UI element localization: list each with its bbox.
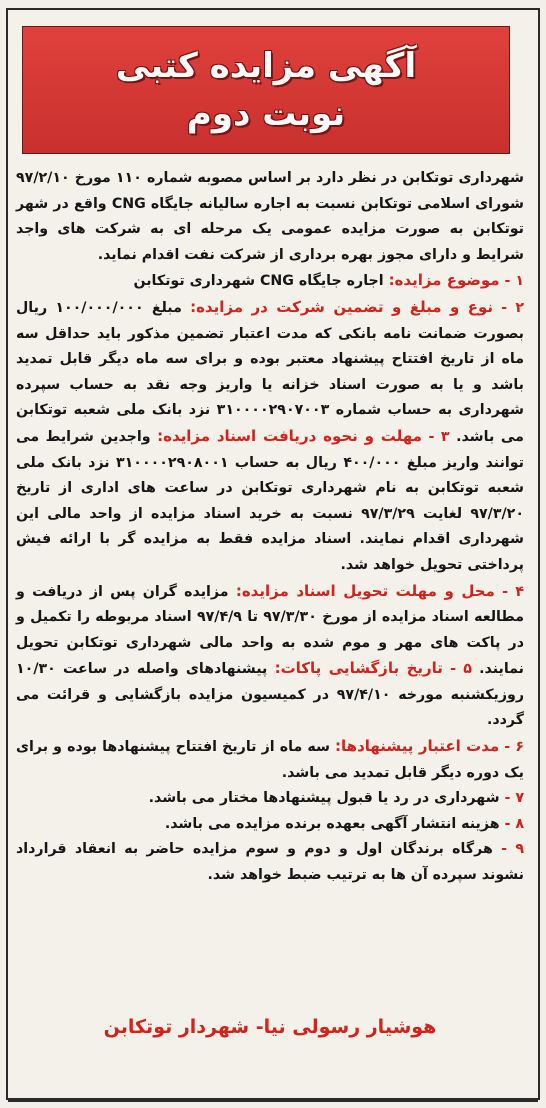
item-heading: محل و مهلت تحویل اسناد مزایده: [235, 581, 495, 600]
item-number: ۴ - [502, 583, 524, 600]
bottom-divider [8, 1100, 538, 1102]
item-2 [16, 295, 524, 579]
item-text: شهرداری در رد یا قبول پیشنهادها مختار می باشد. [148, 790, 500, 807]
signature: هوشیار رسولی نیا- شهردار توتکابن [103, 1016, 437, 1038]
item-number: ۸ - [504, 815, 524, 832]
item-number: ۳ - [428, 428, 450, 445]
item-text: هرگاه برندگان اول و دوم و سوم مزایده حاضر به انعقاد قرارداد نشوند سپرده آن ها به ترتیب ضبط خواهد شد. [16, 841, 524, 884]
item-text: مبلغ ۱۰۰/۰۰۰/۰۰۰ ریال بصورت ضمانت نامه بانکی که مدت اعتبار تضمین مذکور باید حداقل سه ماه از تاریخ افتتاح پیشنهاد معتبر بوده و برای سه ماه دیگر قابل تمدید باشد و یا به صورت اسناد خزانه یا واریز وجه نقد به حساب سپرده شهرداری به حساب شماره ۳۱۰۰۰۰۲۹۰۷۰۰۳ نزد بانک ملی شعبه توتکابن می باشد. [16, 299, 524, 445]
item-8 [16, 812, 524, 838]
item-heading: مهلت و نحوه دریافت اسناد مزایده: [157, 426, 422, 445]
item-4 [16, 579, 524, 735]
item-number: ۲ - [501, 299, 524, 316]
notice-body [16, 166, 524, 889]
item-heading: موضوع مزایده: [388, 271, 500, 290]
item-1 [16, 268, 524, 295]
item-7 [16, 786, 524, 812]
item-text: اجاره جایگاه CNG شهرداری توتکابن [133, 273, 384, 290]
item-9 [16, 837, 524, 888]
notice-title: آگهی مزایده کتبی [115, 46, 417, 86]
item-heading: مدت اعتبار پیشنهادها: [335, 737, 500, 756]
item-heading: تاریخ بازگشایی پاکات: [274, 659, 443, 678]
item-heading: نوع و مبلغ و تضمین شرکت در مزایده: [190, 297, 494, 316]
item-number: ۱ - [504, 273, 524, 290]
item-text: مزایده گران پس از دریافت و مطالعه اسناد مزایده از مورخ ۹۷/۳/۳۰ تا ۹۷/۴/۹ اسناد مربوطه را تکمیل و در پاکت های مهر و موم شده به واحد مالی شهرداری توتکابن تحویل نمایند. [16, 583, 524, 678]
item-text: سه ماه از تاریخ افتتاح پیشنهادها بوده و برای یک دوره دیگر قابل تمدید می باشد. [16, 739, 524, 781]
notice-banner [22, 26, 510, 154]
item-text: پیشنهادهای واصله در ساعت ۱۰/۳۰ روزیکشنبه مورخه ۹۷/۴/۱۰ در کمیسیون مزایده بازگشایی و قرائت می گردد. [16, 661, 524, 729]
item-number: ۵ - [450, 661, 472, 678]
item-number: ۹ - [501, 841, 524, 858]
notice-subtitle: نوبت دوم [186, 94, 346, 134]
item-6 [16, 734, 524, 786]
item-text: هزینه انتشار آگهی بعهده برنده مزایده می باشد. [164, 815, 500, 832]
item-text: واجدین شرایط می توانند واریز مبلغ ۴۰۰/۰۰۰ ریال به حساب ۳۱۰۰۰۰۲۹۰۸۰۰۱ نزد بانک ملی شعبه توتکابن به نام شهرداری توتکابن در ساعت های اداری از تاریخ ۹۷/۳/۲۰ لغایت ۹۷/۳/۲۹ نسبت به خرید اسناد مزایده از واحد مالی این شهرداری اقدام نمایند. اسناد مزایده فقط به مزایده گر با ارائه فیش پرداختی تحویل خواهد شد. [16, 428, 525, 573]
intro-paragraph: شهرداری توتکابن در نظر دارد بر اساس مصوبه شماره ۱۱۰ مورخ ۹۷/۲/۱۰ شورای اسلامی توتکابن نسبت به اجاره سالیانه جایگاه CNG واقع در شهر توتکابن به صورت مزایده عمومی یک مرحله ای به شرکت های واجد شرایط و دارای مجوز بهره برداری از شرکت نفت اقدام نماید. [16, 170, 524, 263]
item-number: ۷ - [504, 790, 524, 807]
item-number: ۶ - [504, 739, 524, 756]
